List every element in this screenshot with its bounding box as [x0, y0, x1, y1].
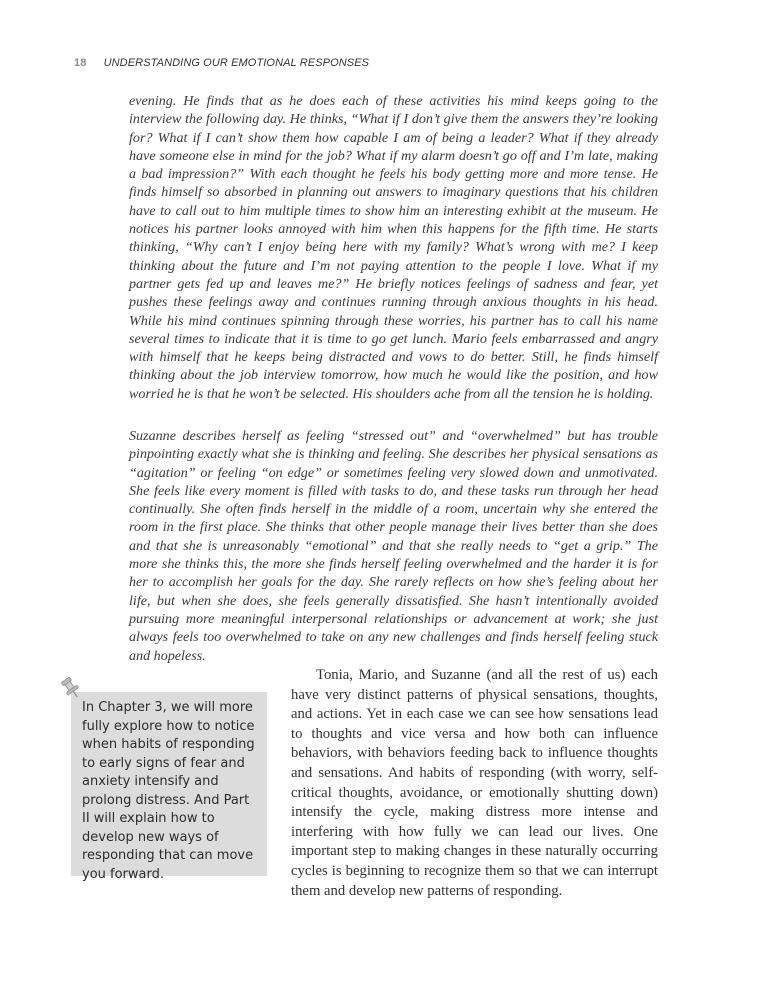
sidebar-note-text: In Chapter 3, we will more fully explore how to notice when habits of responding to early signs of fear and anxiety intensify and prolong distress. And Part II will explain how to develop new ways of responding that can move you forward. [82, 700, 255, 882]
suzanne-text: Suzanne describes herself as feeling “stressed out” and “overwhelmed” but has trouble pinpointing exactly what she is thinking and feeling. She describes her physical sensations as “agitation” or feeling “on edge” or sometimes feeling very slowed down and unmotivated. She feels like every moment is filled with tasks to do, and these tasks run through her head continually. She often finds herself in the middle of a room, uncertain why she entered the room in the first place. She thinks that other people manage their lives better than she does and that she is unreasonably “emotional” and that she really needs to “get a grip.” The more she thinks this, the more she finds herself feeling overwhelmed and the harder it is for her to accomplish her goals for the day. She rarely reflects on how she’s feeling about her life, but when she does, she feels generally dissatisfied. She hasn’t intentionally avoided pursuing more meaningful interpersonal relationships or advancement at work; she just always feels too overwhelmed to take on any new challenges and finds herself feeling stuck and hopeless. [129, 428, 658, 664]
suzanne-case-paragraph [129, 427, 658, 665]
running-title: UNDERSTANDING OUR EMOTIONAL RESPONSES [103, 57, 370, 69]
sidebar-note [71, 692, 267, 882]
page-header [74, 57, 369, 69]
pushpin-icon [58, 675, 84, 701]
main-body-text: Tonia, Mario, and Suzanne (and all the rest of us) each have very distinct patterns of physical sensations, thoughts, and actions. Yet in each case we can see how sensations lead to thoughts and vice versa and how both can influence behaviors, with behaviors feeding back to influence thoughts and sensations. And habits of responding (with worry, self-critical thoughts, avoidance, or emotionally shutting down) intensify the cycle, making distress more intense and interfering with how fully we can lead our lives. One important step to making changes in these naturally occurring cycles is beginning to recognize them so that we can interrupt them and develop new patterns of responding. [291, 667, 658, 899]
mario-case-paragraph [129, 92, 658, 403]
mario-text: evening. He finds that as he does each of these activities his mind keeps going to the interview the following day. He thinks, “What if I don’t give them the answers they’re looking for? What if I can’t show them how capable I am of being a leader? What if they already have someone else in mind for the job? What if my alarm doesn’t go off and I’m late, making a bad impression?” With each thought he feels his body getting more and more tense. He finds himself so absorbed in planning out answers to imaginary questions that his children have to call out to him multiple times to show him an interesting exhibit at the museum. He notices his partner looks annoyed with him when this happens for the fifth time. He starts thinking, “Why can’t I enjoy being here with my family? What’s wrong with me? I keep thinking about the future and I’m not paying attention to the people I love. What if my partner gets fed up and leaves me?” He briefly notices feelings of sadness and fear, yet pushes these feelings away and continues running through anxious thoughts in his head. While his mind continues spinning through these worries, his partner has to call his name several times to indicate that it is time to go get lunch. Mario feels embarrassed and angry with himself that he keeps being distracted and vows to do better. Still, he finds himself thinking about the job interview tomorrow, how much he would like the position, and how worried he is that he won’t be selected. His shoulders ache from all the tension he is holding. [129, 93, 658, 402]
page-number: 18 [74, 57, 87, 69]
main-body-paragraph [291, 666, 658, 901]
